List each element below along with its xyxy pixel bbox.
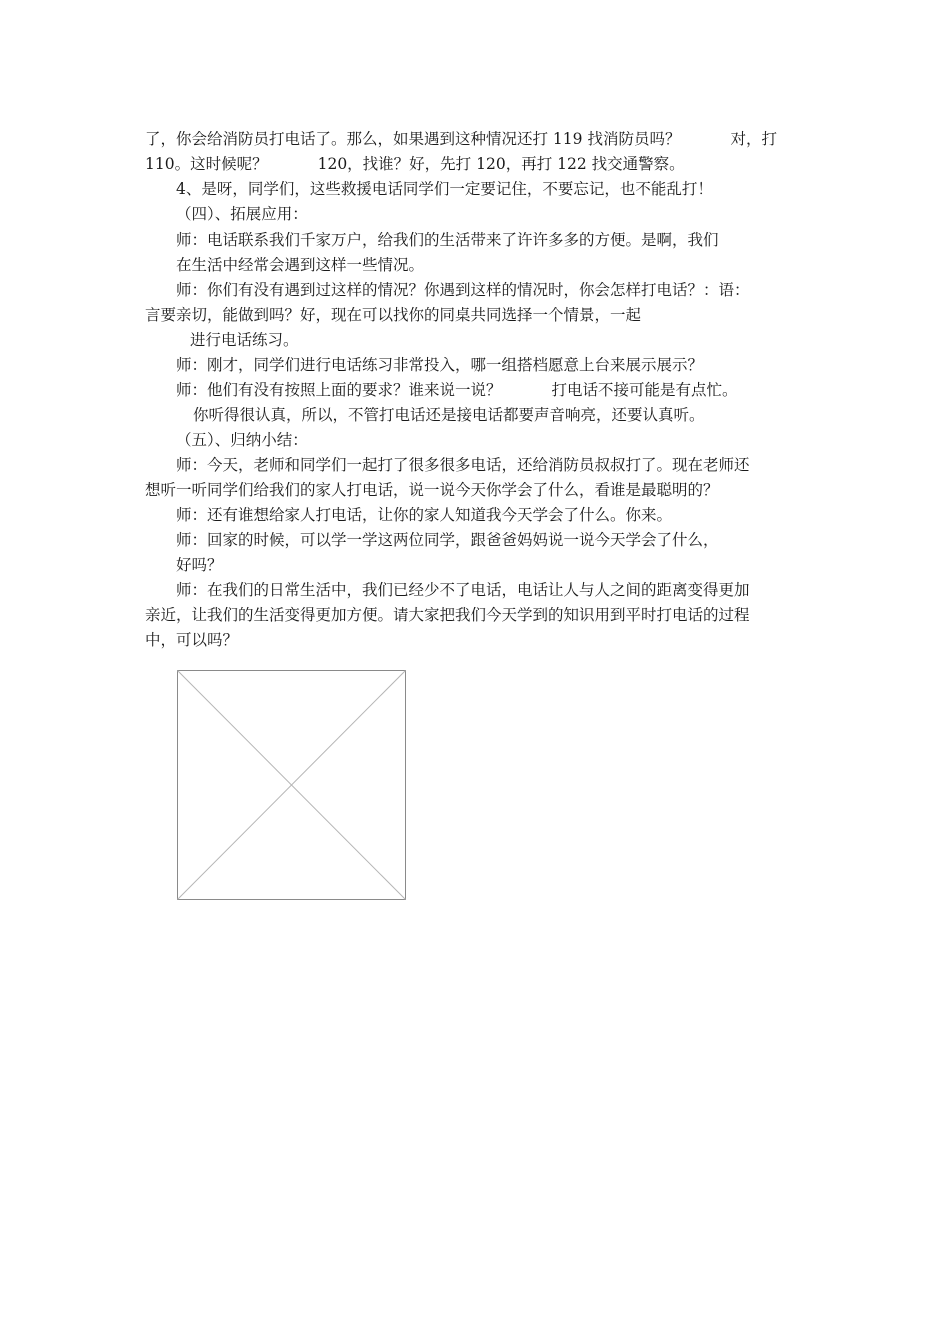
paragraph-line	[145, 151, 810, 177]
paragraph-line: 师：还有谁想给家人打电话，让你的家人知道我今天学会了什么。你来。	[176, 506, 673, 524]
image-placeholder	[177, 670, 406, 900]
text-run: 110。这时候呢？	[145, 155, 268, 173]
paragraph-line: 4、是呀，同学们，这些救援电话同学们一定要记住，不要忘记，也不能乱打！	[176, 180, 713, 198]
paragraph-line: 师：回家的时候，可以学一学这两位同学，跟爸爸妈妈说一说今天学会了什么，	[176, 531, 719, 549]
text-run: 120，找谁？好，先打 120，再打 122 找交通警察。	[317, 155, 685, 173]
paragraph-line	[145, 126, 810, 152]
paragraph-line: 在生活中经常会遇到这样一些情况。	[176, 256, 425, 274]
paragraph-line: 师：刚才，同学们进行电话练习非常投入，哪一组搭档愿意上台来展示展示？	[176, 356, 704, 374]
paragraph-line: 师：你们有没有遇到过这样的情况？你遇到这样的情况时，你会怎样打电话？：语：	[176, 281, 750, 299]
paragraph-line: 亲近，让我们的生活变得更加方便。请大家把我们今天学到的知识用到平时打电话的过程	[145, 606, 750, 624]
paragraph-line: 师：在我们的日常生活中，我们已经少不了电话，电话让人与人之间的距离变得更加	[176, 581, 750, 599]
paragraph-line	[176, 377, 841, 403]
text-run: 对，打	[730, 130, 777, 148]
section-heading: （五）、归纳小结：	[176, 431, 308, 449]
text-run: 了，你会给消防员打电话了。那么，如果遇到这种情况还打 119 找消防员吗？	[145, 130, 681, 148]
paragraph-line: 师：今天，老师和同学们一起打了很多很多电话，还给消防员叔叔打了。现在老师还	[176, 456, 750, 474]
paragraph-line: 言要亲切，能做到吗？好，现在可以找你的同桌共同选择一个情景，一起	[145, 306, 642, 324]
paragraph-line: 中，可以吗？	[145, 631, 239, 649]
paragraph-line: 你听得很认真，所以，不管打电话还是接电话都要声音响亮，还要认真听。	[193, 406, 705, 424]
paragraph-line: 进行电话练习。	[190, 331, 299, 349]
paragraph-line: 好吗？	[176, 556, 223, 574]
paragraph-line: 想听一听同学们给我们的家人打电话，说一说今天你学会了什么，看谁是最聪明的？	[145, 481, 719, 499]
section-heading: （四）、拓展应用：	[176, 205, 308, 223]
text-run: 师：他们有没有按照上面的要求？谁来说一说？	[176, 381, 502, 399]
paragraph-line: 师：电话联系我们千家万户，给我们的生活带来了许许多多的方便。是啊，我们	[176, 231, 719, 249]
text-run: 打电话不接可能是有点忙。	[551, 381, 738, 399]
